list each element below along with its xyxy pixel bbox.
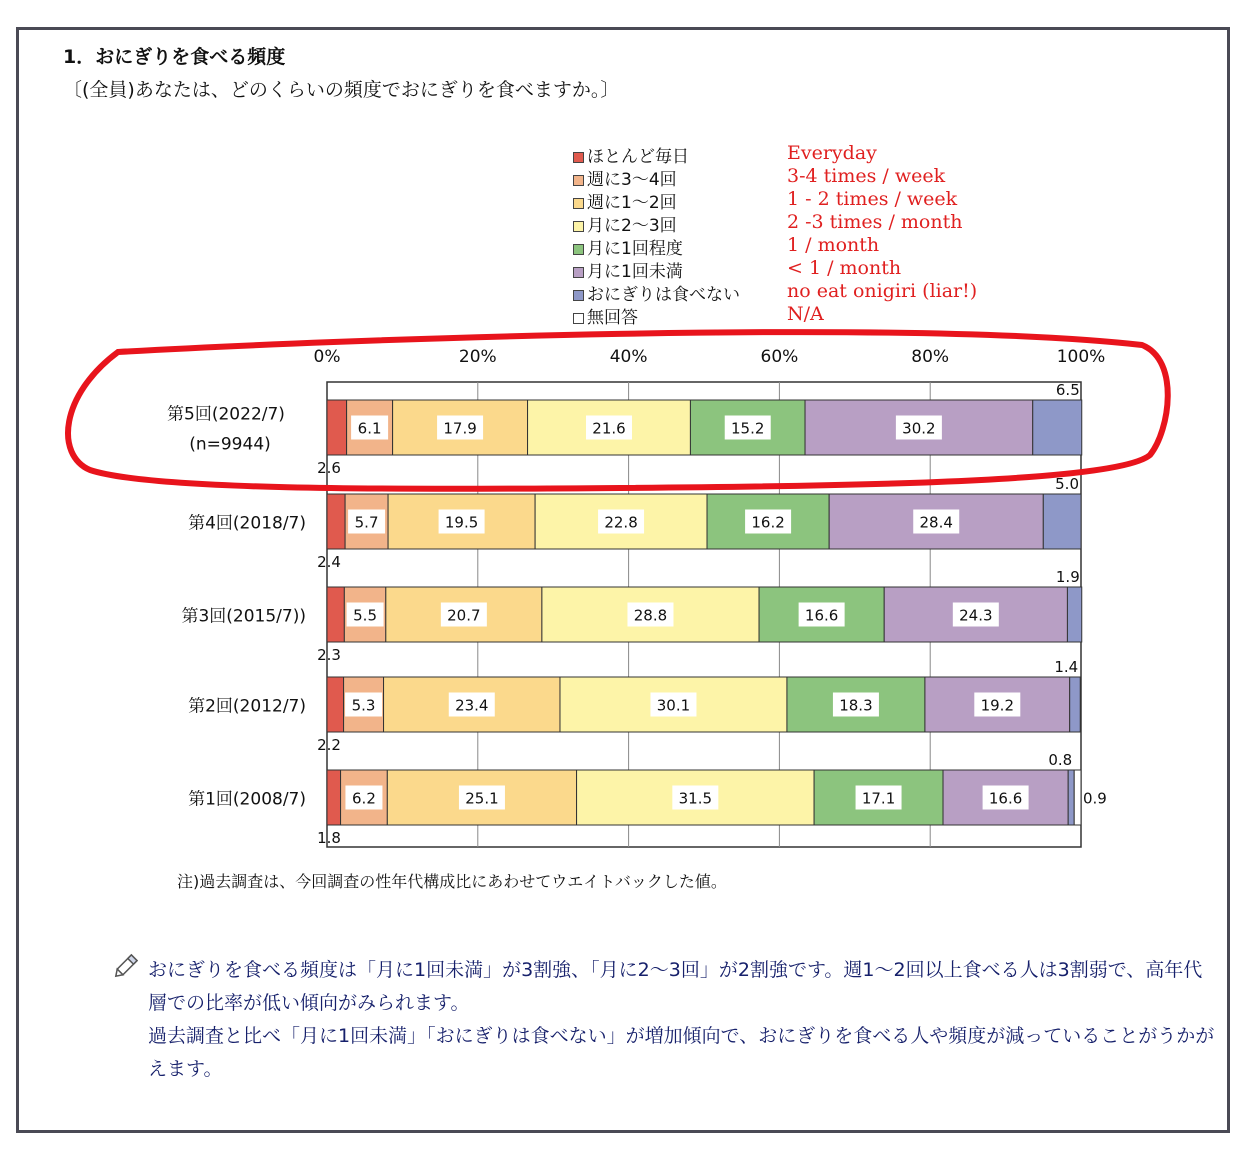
bar-segment — [1043, 494, 1081, 549]
legend-label-jp: 週に1～2回 — [587, 193, 677, 213]
legend-label-en: Everyday — [787, 142, 877, 164]
data-label: 6.5 — [1055, 381, 1080, 399]
data-label: 23.4 — [455, 696, 489, 715]
data-label: 6.1 — [357, 419, 382, 438]
section-title: 1．おにぎりを食べる頻度 — [63, 46, 286, 68]
category-label: 第4回(2018/7) — [188, 513, 306, 534]
survey-question: 〔(全員)あなたは、どのくらいの頻度でおにぎりを食べますか。〕 — [63, 79, 620, 101]
data-label: 5.7 — [354, 513, 379, 532]
legend-label-jp: おにぎりは食べない — [587, 285, 740, 305]
data-label: 30.1 — [656, 696, 691, 715]
data-label: 28.4 — [919, 513, 953, 532]
data-label: 1.8 — [317, 829, 341, 847]
legend-label-jp: 月に2～3回 — [587, 216, 677, 236]
data-label: 2.3 — [317, 646, 341, 664]
data-label: 5.5 — [353, 606, 378, 625]
x-tick-label: 100% — [1056, 347, 1106, 367]
data-label: 2.2 — [317, 736, 341, 754]
category-label: 第5回(2022/7) — [167, 404, 285, 425]
bar-segment — [1070, 677, 1081, 732]
legend-label-en: 3-4 times / week — [787, 165, 946, 187]
legend-label-en: 1 - 2 times / week — [787, 188, 958, 210]
data-label: 17.9 — [443, 419, 477, 438]
legend-label-en: N/A — [787, 303, 824, 325]
legend-label-en: no eat onigiri (liar!) — [787, 280, 978, 302]
legend-label-jp: 月に1回未満 — [587, 262, 683, 282]
data-label: 24.3 — [959, 606, 993, 625]
bar-segment — [327, 494, 345, 549]
data-label: 31.5 — [678, 789, 713, 808]
data-label: 16.6 — [804, 606, 839, 625]
data-label: 16.2 — [751, 513, 785, 532]
bar-segment — [327, 587, 344, 642]
pencil-icon — [110, 952, 140, 982]
legend-label-jp: 無回答 — [587, 308, 638, 328]
category-sublabel: (n=9944) — [189, 434, 271, 455]
bar-segment — [327, 677, 344, 732]
data-label: 2.4 — [317, 553, 341, 571]
data-label: 20.7 — [447, 606, 481, 625]
legend-label-en: 2 -3 times / month — [787, 211, 963, 233]
bar-segment — [1033, 400, 1082, 455]
data-label: 0.9 — [1083, 789, 1107, 808]
bar-segment — [1067, 587, 1081, 642]
x-tick-label: 60% — [760, 347, 799, 367]
data-label: 30.2 — [902, 419, 936, 438]
legend-label-jp: 月に1回程度 — [587, 239, 683, 259]
data-label: 21.6 — [592, 419, 626, 438]
legend-label-jp: 週に3～4回 — [587, 170, 677, 190]
data-label: 0.8 — [1048, 751, 1073, 769]
x-tick-label: 40% — [609, 347, 648, 367]
x-tick-label: 80% — [911, 347, 950, 367]
legend-label-en: 1 / month — [787, 234, 880, 256]
data-label: 5.3 — [351, 696, 376, 715]
data-label: 1.9 — [1055, 568, 1080, 586]
data-label: 28.8 — [633, 606, 668, 625]
commentary — [110, 954, 1220, 1086]
bar-segment — [1074, 770, 1081, 825]
data-label: 18.3 — [839, 696, 873, 715]
data-label: 16.6 — [988, 789, 1023, 808]
data-label: 2.6 — [317, 459, 341, 477]
bar-segment — [327, 400, 347, 455]
data-label: 5.0 — [1055, 475, 1079, 493]
x-tick-label: 0% — [313, 347, 341, 367]
data-label: 19.5 — [444, 513, 479, 532]
bar-segment — [1068, 770, 1074, 825]
data-label: 25.1 — [465, 789, 499, 808]
data-label: 1.4 — [1054, 658, 1079, 676]
comment-line: おにぎりを食べる頻度は「月に1回未満」が3割強、「月に2～3回」が2割強です。週1～2回以上食べる人は3割弱で、高年代層での比率が低い傾向がみられます。 — [148, 959, 1203, 1014]
data-label: 17.1 — [861, 789, 896, 808]
bar-segment — [327, 770, 341, 825]
x-tick-label: 20% — [458, 347, 497, 367]
data-label: 19.2 — [980, 696, 1015, 715]
data-label: 22.8 — [604, 513, 638, 532]
chart-footnote: 注)過去調査は、今回調査の性年代構成比にあわせてウエイトバックした値。 — [177, 872, 727, 891]
legend-label-jp: ほとんど毎日 — [587, 147, 689, 167]
legend-label-en: < 1 / month — [787, 257, 902, 279]
category-label: 第2回(2012/7) — [188, 696, 306, 717]
category-label: 第1回(2008/7) — [188, 789, 306, 810]
comment-line: 過去調査と比べ「月に1回未満」「おにぎりは食べない」が増加傾向で、おにぎりを食べる人や頻度が減っていることがうかがえます。 — [148, 1025, 1215, 1080]
data-label: 6.2 — [352, 789, 376, 808]
category-label: 第3回(2015/7)) — [181, 606, 306, 627]
data-label: 15.2 — [731, 419, 765, 438]
